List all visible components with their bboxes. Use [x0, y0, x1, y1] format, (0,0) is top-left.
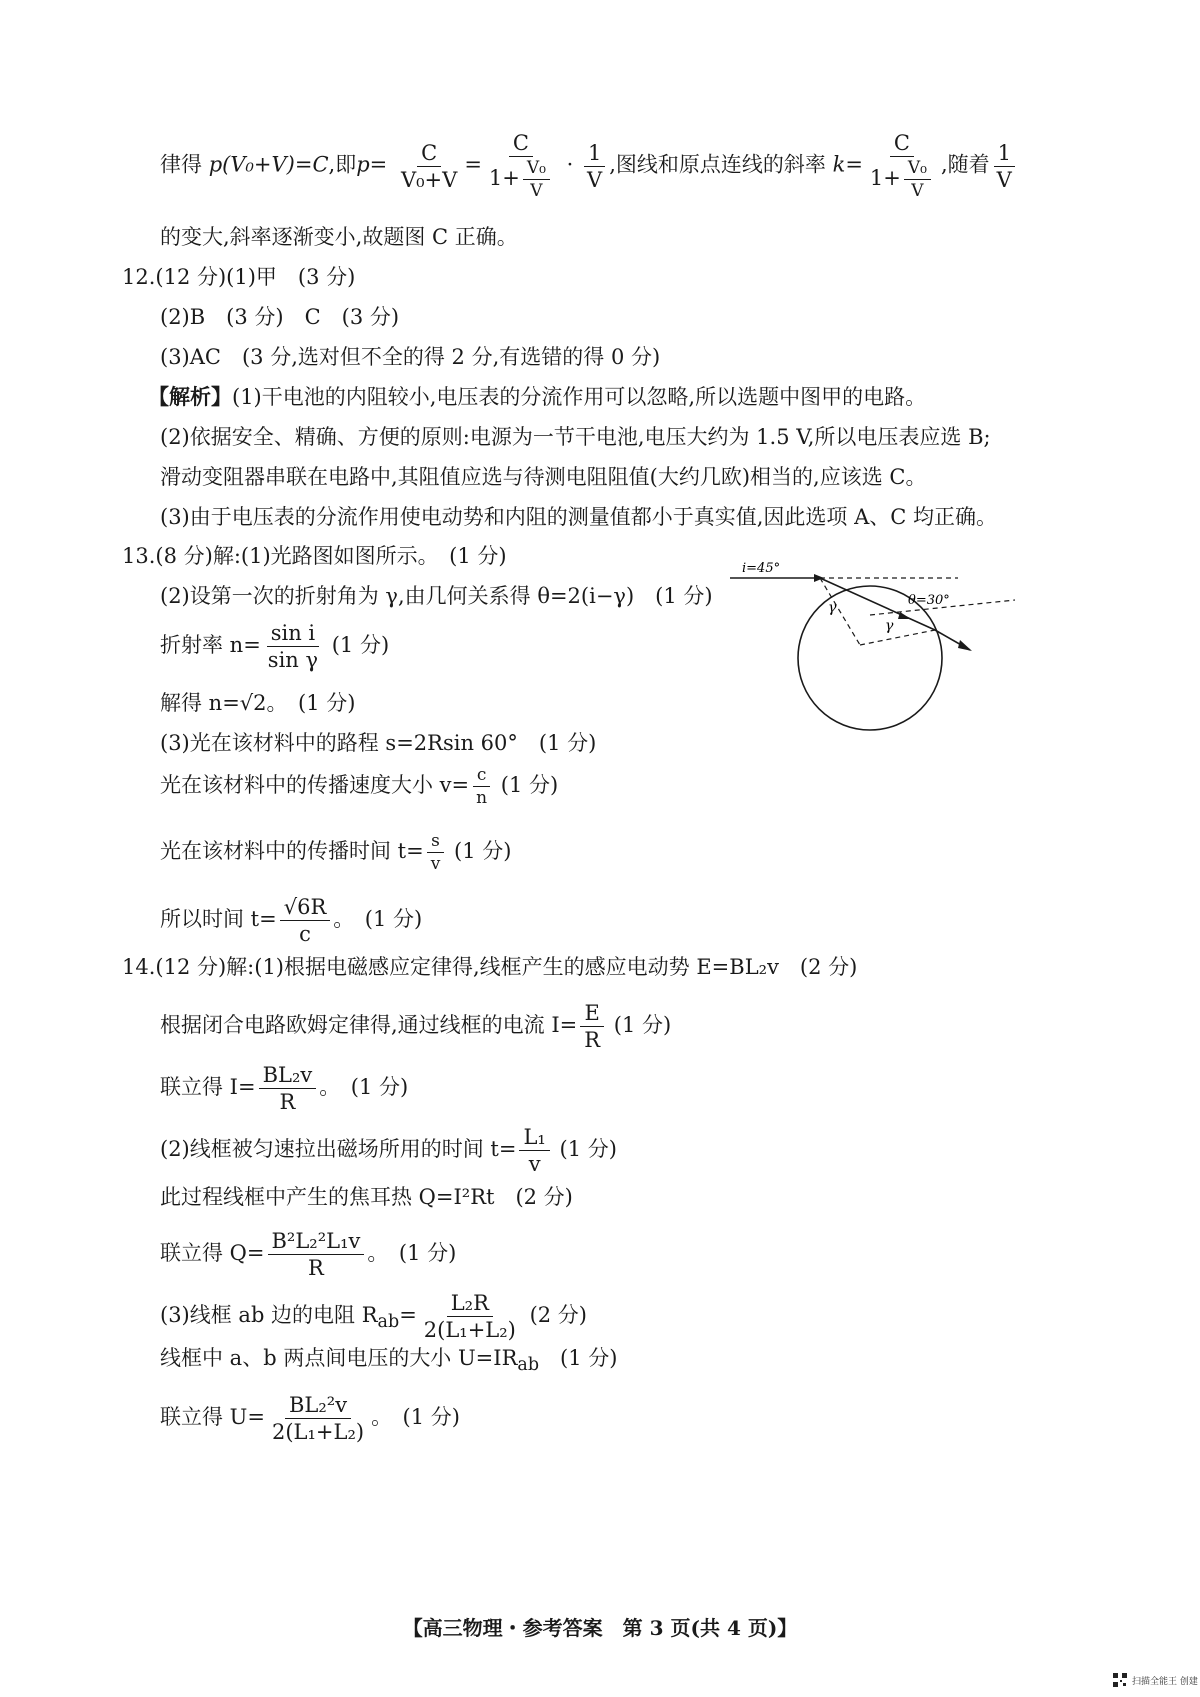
- math-expr: k=: [832, 152, 863, 177]
- text-segment: ,随着: [940, 152, 990, 177]
- text-segment: (2)线框被匀速拉出磁场所用的时间 t=: [160, 1137, 517, 1161]
- fraction: [420, 1290, 520, 1343]
- text-segment: 。 (1 分): [333, 907, 423, 931]
- denominator: V: [996, 167, 1012, 192]
- q12-heading: 12.(12 分)(1)甲 (3 分): [122, 265, 356, 289]
- fraction: [268, 1392, 368, 1445]
- fraction: [523, 157, 550, 202]
- angle-gamma-label-2: γ: [885, 618, 894, 634]
- denominator: V₀+V: [400, 167, 458, 192]
- text-segment: (1 分): [331, 633, 390, 657]
- eq-line-1: 律得 p(V₀+V)=C,即p= $\frac{C}{\text{V₀+V}}$ = C 1+ $\frac{\text{V₀}}{V}$ · $\frac{1}{V}$ ,图线和原点连线的斜率 k= C 1+ $\frac{\text{V₀}}{V}$ ,随着 $\frac{1}{V}$: [160, 130, 1019, 202]
- denominator: [485, 157, 557, 202]
- denominator: V: [911, 181, 924, 201]
- denominator: 2(L₁+L₂): [271, 1420, 365, 1444]
- q13-part2: (2)设第一次的折射角为 γ,由几何关系得 θ=2(i−γ) (1 分): [160, 584, 713, 608]
- denominator: n: [476, 788, 488, 808]
- numerator: s: [427, 830, 444, 853]
- q14-current-line: [160, 1000, 671, 1053]
- denominator: R: [308, 1256, 324, 1280]
- text-segment: 光在该材料中的传播时间 t=: [160, 839, 424, 863]
- numerator: 1: [994, 140, 1015, 167]
- math-expr: ·: [566, 152, 574, 177]
- q12-part2: (2)B (3 分) C (3 分): [160, 305, 400, 329]
- scanner-watermark: 扫描全能王 创建: [1132, 1677, 1198, 1687]
- fraction: [472, 764, 491, 809]
- internal-arrow: [898, 612, 911, 619]
- qr-code-icon: [1112, 1672, 1128, 1688]
- numerator: sin i: [267, 620, 319, 647]
- text-segment: (1 分): [613, 1013, 672, 1037]
- exit-arrow: [958, 640, 972, 651]
- denominator: 2(L₁+L₂): [423, 1318, 516, 1342]
- fraction: [259, 1062, 317, 1115]
- analysis-tag: 【解析】: [148, 384, 232, 409]
- q14-time-line: [160, 1124, 617, 1177]
- q13-final-line: [160, 894, 422, 947]
- q14-current-result: [160, 1062, 408, 1115]
- denominator: V: [587, 167, 603, 192]
- numerator: C: [890, 130, 914, 157]
- q12-analysis-4: (3)由于电压表的分流作用使电动势和内阻的测量值都小于真实值,因此选项 A、C 均正确。: [160, 505, 998, 529]
- math-expr: p(V₀+V)=C: [208, 152, 329, 177]
- fraction: [583, 140, 606, 193]
- denominator: v: [430, 854, 441, 874]
- text-segment: 光在该材料中的传播速度大小 v=: [160, 773, 470, 797]
- numerator: L₂R: [447, 1290, 493, 1317]
- q13-time-line: [160, 830, 511, 875]
- math-expr: =: [399, 1303, 417, 1327]
- q14-voltage-result: [160, 1392, 460, 1445]
- numerator: L₁: [519, 1124, 549, 1151]
- normal-line-2: [860, 630, 935, 645]
- text-segment: 折射率 n=: [160, 633, 261, 657]
- text-segment: (1 分): [559, 1137, 617, 1161]
- text-segment: 联立得 I=: [160, 1075, 256, 1099]
- numerator: B²L₂²L₁v: [268, 1228, 365, 1255]
- text-segment: ,图线和原点连线的斜率: [609, 152, 826, 177]
- fraction: [268, 1228, 365, 1281]
- q12-analysis-3: 滑动变阻器串联在电路中,其阻值应选与待测电阻阻值(大约几欧)相当的,应该选 C。: [160, 465, 927, 489]
- text-segment: 。 (1 分): [367, 1241, 457, 1265]
- q12-part3: (3)AC (3 分,选对但不全的得 2 分,有选错的得 0 分): [160, 345, 661, 369]
- text-segment: 根据闭合电路欧姆定律得,通过线框的电流 I=: [160, 1013, 578, 1037]
- fraction: [427, 830, 445, 875]
- numerator: BL₂²v: [285, 1392, 351, 1419]
- q13-index-line: [160, 620, 389, 673]
- subscript: ab: [517, 1355, 540, 1376]
- numerator: 1: [584, 140, 605, 167]
- angle-gamma-label-1: γ: [828, 600, 837, 616]
- fraction: [397, 140, 461, 193]
- denominator: R: [584, 1028, 601, 1052]
- fraction: [993, 140, 1016, 193]
- math-expr: p=: [356, 152, 388, 177]
- math-expr: 1+: [488, 166, 520, 190]
- text-segment: 律得: [160, 152, 202, 177]
- numerator: √6R: [280, 894, 331, 921]
- q12-analysis-2: (2)依据安全、精确、方便的原则:电源为一节干电池,电压大约为 1.5 V,所以电压表应选 B;: [160, 425, 991, 449]
- text-segment: ,即: [328, 152, 357, 177]
- numerator: V₀: [523, 157, 550, 180]
- fraction: [519, 1124, 549, 1177]
- fraction: [264, 620, 322, 673]
- angle-i-label: i=45°: [742, 561, 781, 576]
- denominator: c: [299, 922, 311, 946]
- light-path-diagram: [742, 561, 1100, 770]
- text-segment: (1 分): [500, 773, 559, 797]
- text-segment: (3)线框 ab 边的电阻 R: [160, 1303, 378, 1327]
- page-footer: 【高三物理・参考答案 第 3 页(共 4 页)】: [402, 1616, 798, 1640]
- q14-heat-line: 此过程线框中产生的焦耳热 Q=I²Rt (2 分): [160, 1185, 573, 1209]
- text-segment: (1 分): [454, 839, 512, 863]
- math-expr: 1+: [869, 166, 901, 190]
- q14-heading: 14.(12 分)解:(1)根据电磁感应定律得,线框产生的感应电动势 E=BL₂v (2 分): [122, 955, 858, 979]
- q14-resistance-line: [160, 1290, 587, 1343]
- text-segment: 联立得 U=: [160, 1405, 265, 1429]
- fraction: [485, 130, 557, 202]
- text-segment: (1)干电池的内阻较小,电压表的分流作用可以忽略,所以选题中图甲的电路。: [232, 385, 927, 409]
- q14-voltage-line: [160, 1343, 617, 1380]
- text-segment: (2 分): [529, 1303, 587, 1327]
- text-line: 的变大,斜率逐渐变小,故题图 C 正确。: [160, 225, 518, 249]
- q14-heat-result: [160, 1228, 456, 1281]
- numerator: BL₂v: [259, 1062, 317, 1089]
- denominator: v: [528, 1152, 541, 1176]
- q13-part3: (3)光在该材料中的路程 s=2Rsin 60° (1 分): [160, 731, 597, 755]
- numerator: E: [580, 1000, 603, 1027]
- numerator: C: [509, 130, 533, 157]
- fraction: [904, 157, 931, 202]
- denominator: V: [530, 181, 543, 201]
- text-segment: 。 (1 分): [371, 1405, 460, 1429]
- text-segment: 所以时间 t=: [160, 907, 277, 931]
- fraction: [580, 1000, 604, 1053]
- q13-heading: 13.(8 分)解:(1)光路图如图所示。 (1 分): [122, 544, 507, 568]
- denominator: R: [279, 1090, 296, 1114]
- text-segment: (1 分): [560, 1346, 618, 1370]
- q13-speed-line: [160, 764, 558, 809]
- text-segment: 联立得 Q=: [160, 1241, 265, 1265]
- q13-solution: 解得 n=√2。 (1 分): [160, 691, 356, 715]
- numerator: c: [473, 764, 491, 787]
- fraction: [866, 130, 938, 202]
- q12-analysis-1: [148, 382, 926, 412]
- subscript: ab: [377, 1312, 400, 1333]
- denominator: sin γ: [267, 648, 319, 672]
- angle-theta-label: θ=30°: [908, 593, 950, 608]
- text-segment: 。 (1 分): [319, 1075, 409, 1099]
- text-segment: 线框中 a、b 两点间电压的大小 U=IR: [160, 1346, 518, 1370]
- numerator: V₀: [904, 157, 931, 180]
- fraction: [280, 894, 331, 947]
- denominator: [866, 157, 938, 202]
- numerator: C: [417, 140, 441, 167]
